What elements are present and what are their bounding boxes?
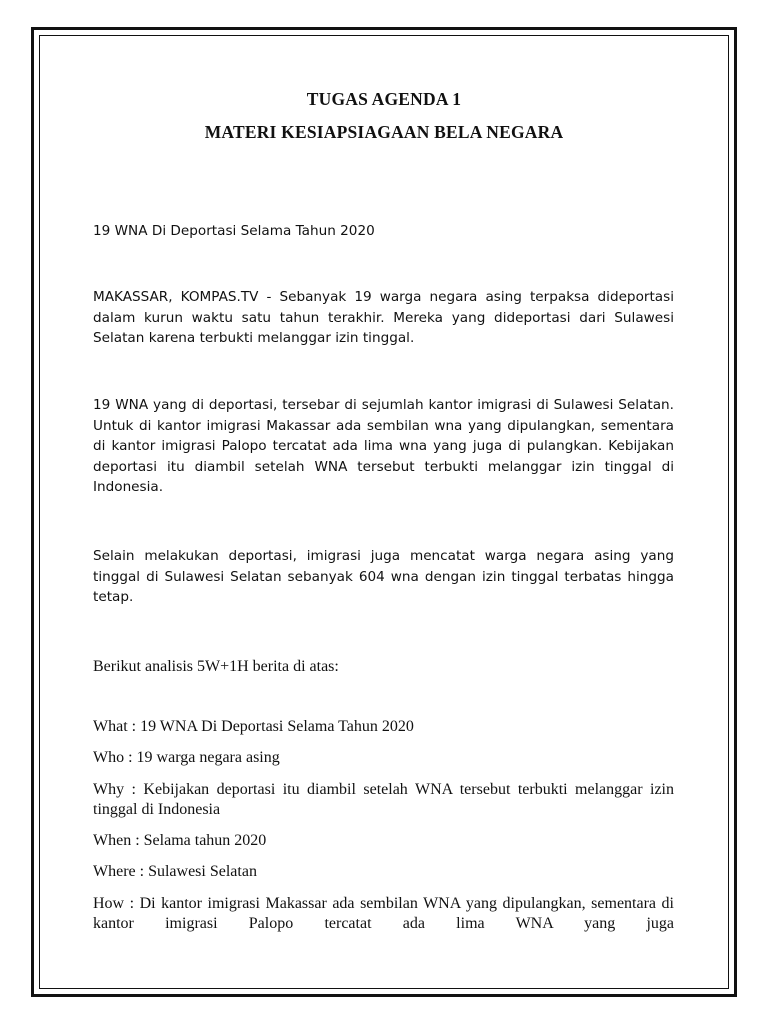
news-paragraph-3: Selain melakukan deportasi, imigrasi juga mencatat warga negara asing yang tinggal di Sulawesi Selatan sebanyak 604 wna dengan izin tinggal terbatas hingga tetap. bbox=[93, 548, 674, 605]
news-paragraph-2: 19 WNA yang di deportasi, tersebar di sejumlah kantor imigrasi di Sulawesi Selatan. Untuk di kantor imigrasi Makassar ada sembilan wna yang dipulangkan, sementara di kantor imigrasi Palopo tercatat ada lima wna yang juga di pulangkan. Kebijakan deportasi itu diambil setelah WNA tersebut terbukti melanggar izin tinggal di Indonesia. bbox=[93, 397, 674, 495]
analysis-intro: Berikut analisis 5W+1H berita di atas: bbox=[93, 658, 339, 675]
news-paragraph-1: MAKASSAR, KOMPAS.TV - Sebanyak 19 warga negara asing terpaksa dideportasi dalam kurun waktu satu tahun terakhir. Mereka yang dideportasi dari Sulawesi Selatan karena terbukti melanggar izin tinggal. bbox=[93, 289, 674, 346]
analysis-how: How : Di kantor imigrasi Makassar ada sembilan WNA yang dipulangkan, sementara di kantor imigrasi Palopo tercatat ada lima WNA yang juga bbox=[93, 895, 674, 932]
document-subtitle: MATERI KESIAPSIAGAAN BELA NEGARA bbox=[204, 122, 564, 142]
analysis-what: What : 19 WNA Di Deportasi Selama Tahun 2020 bbox=[93, 718, 414, 735]
analysis-who: Who : 19 warga negara asing bbox=[93, 749, 280, 766]
document-title: TUGAS AGENDA 1 bbox=[306, 89, 462, 109]
news-headline: 19 WNA Di Deportasi Selama Tahun 2020 bbox=[93, 223, 375, 239]
analysis-when: When : Selama tahun 2020 bbox=[93, 832, 267, 849]
analysis-why: Why : Kebijakan deportasi itu diambil setelah WNA tersebut terbukti melanggar izin tinggal di Indonesia bbox=[93, 781, 674, 818]
analysis-where: Where : Sulawesi Selatan bbox=[93, 863, 257, 880]
